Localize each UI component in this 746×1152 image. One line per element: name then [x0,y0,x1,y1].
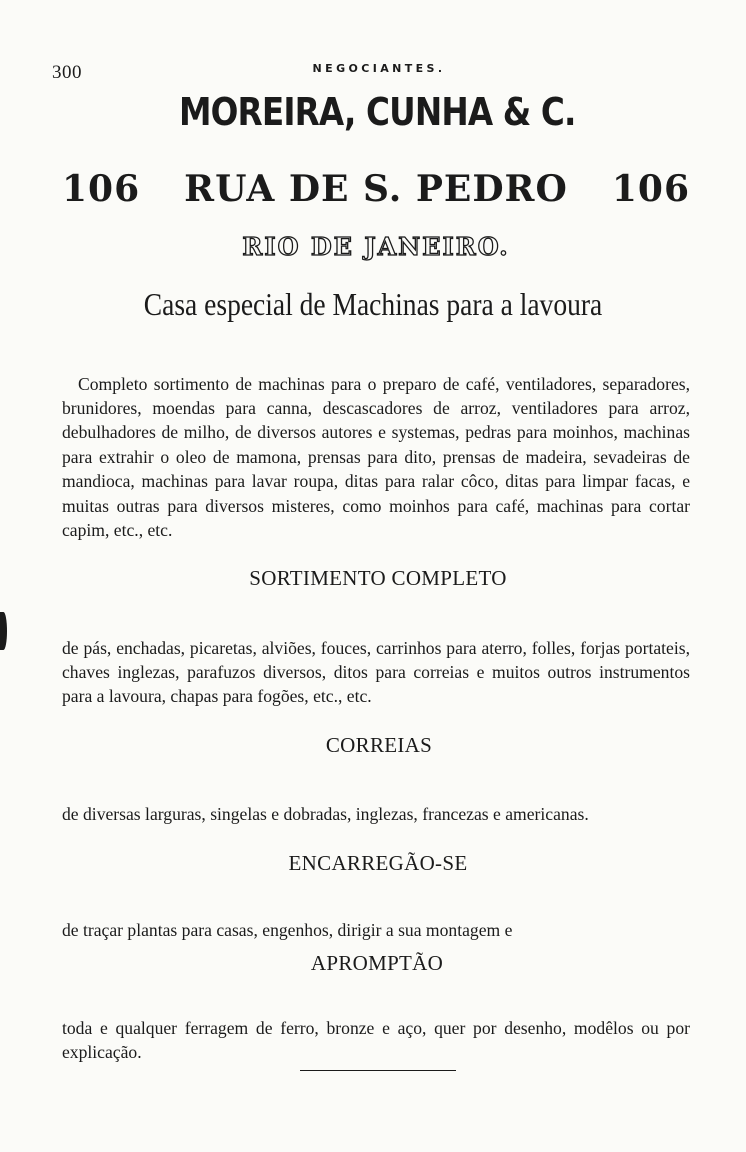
shop-subtitle: Casa especial de Machinas para a lavoura [143,286,603,322]
section-text-aprompt: toda e qualquer ferragem de ferro, bronze e aço, quer por desenho, modêlos ou por explicação. [62,1017,690,1062]
page-number: 300 [52,62,82,83]
section-heading-sortimento: SORTIMENTO COMPLETO [249,566,507,590]
address-number-left: 106 [62,168,141,210]
section-text-sortimento: de pás, enchadas, picaretas, alviões, fouces, carrinhos para aterro, folles, forjas portateis, chaves inglezas, parafuzos diversos, ditos para correias e muitos outros instrumentos para a lavoura, chapas para fogões, etc., etc. [62,637,690,707]
street-address [62,168,690,210]
page-edge-mark [0,612,7,650]
closing-rule [300,1070,456,1071]
section-heading-correias: CORREIAS [325,733,433,757]
city-name: RIO DE JANEIRO. [242,232,510,261]
address-street: RUA DE S. PEDRO [184,168,568,210]
section-heading-aprompt: APROMPTÃO [310,951,444,975]
section-text-encarregao: de traçar plantas para casas, engenhos, dirigir a sua montagem e [62,919,513,940]
running-head: NEGOCIANTES. [312,62,446,75]
address-number-right: 106 [611,168,690,210]
intro-paragraph: Completo sortimento de machinas para o preparo de café, ventiladores, separadores, brunidores, moendas para canna, descascadores de arroz, ventiladores para arroz, debulhadores de milho, de diversos autores e systemas, pedras para moinhos, machinas para extrahir o oleo de mamona, prensas para dito, prensas de madeira, sevadeiras de mandioca, machinas para lavar roupa, ditas para ralar côco, ditas para limpar facas, e muitas outras para diversos misteres, como moinhos para café, machinas para cortar capim, etc., etc. [62,373,690,541]
firm-name: MOREIRA, CUNHA & C. [178,90,576,134]
section-text-correias: de diversas larguras, singelas e dobradas, inglezas, francezas e americanas. [62,803,589,824]
section-heading-encarregao: ENCARREGÃO-SE [288,851,468,875]
